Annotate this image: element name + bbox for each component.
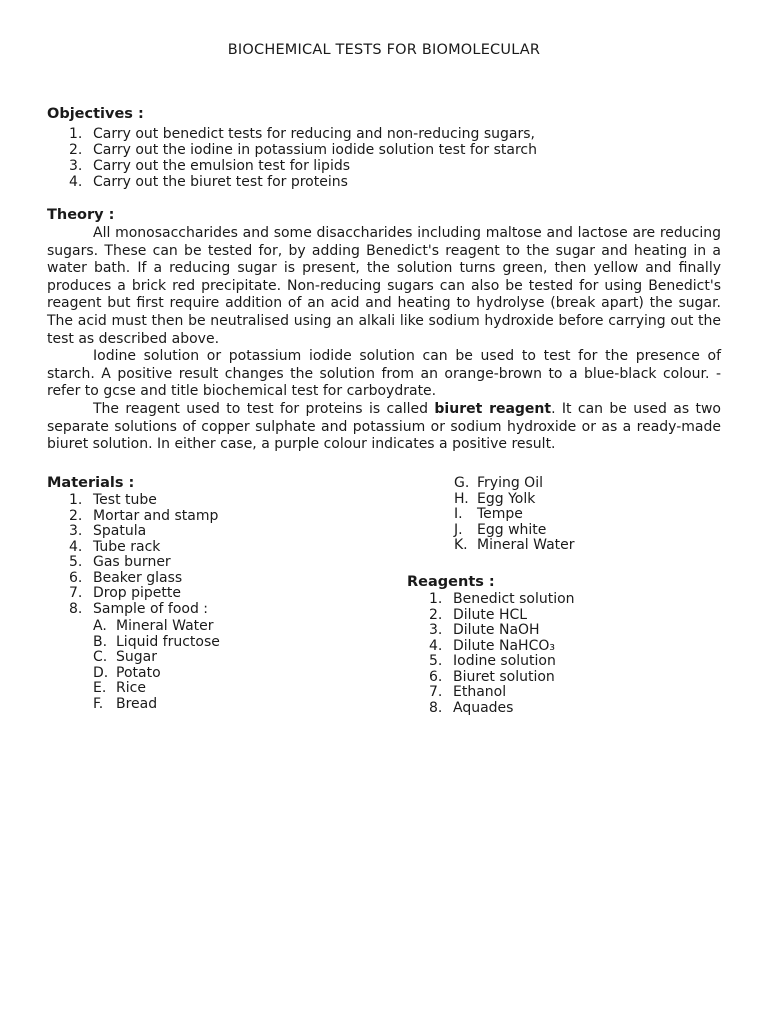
food-sample-list	[93, 619, 220, 712]
objective-item: 3. Carry out the emulsion test for lipids	[69, 158, 351, 174]
food-sample-item: B. Liquid fructose	[93, 633, 220, 650]
reagents-heading: Reagents :	[407, 574, 495, 590]
theory-paragraph-proteins: The reagent used to test for proteins is called biuret reagent. It can be used as two separate solutions of copper sulphate and potassium or sodium hydroxide or as a ready-made biuret solution. In either case, a purple colour indicates a positive result.	[47, 400, 721, 453]
page-title: BIOCHEMICAL TESTS FOR BIOMOLECULAR	[227, 42, 541, 58]
food-sample-item: G. Frying Oil	[454, 475, 543, 491]
food-sample-item: J. Egg white	[454, 521, 547, 538]
food-sample-item: E. Rice	[93, 680, 146, 696]
material-item: 2. Mortar and stamp	[69, 507, 219, 524]
food-sample-item: K. Mineral Water	[454, 537, 575, 553]
reagent-item: 8. Aquades	[429, 699, 514, 716]
objectives-list	[47, 126, 537, 190]
objective-item: 2. Carry out the iodine in potassium iodide solution test for starch	[69, 142, 537, 158]
food-sample-item: F. Bread	[93, 695, 158, 712]
material-item: 4. Tube rack	[69, 538, 161, 555]
reagent-item: 4. Dilute NaHCO₃	[429, 637, 555, 654]
reagent-item: 3. Dilute NaOH	[429, 622, 540, 638]
material-item: 6. Beaker glass	[69, 569, 183, 586]
objective-item: 4. Carry out the biuret test for proteins	[69, 174, 348, 190]
theory-paragraph-reducing-sugars: All monosaccharides and some disaccharides including maltose and lactose are reducing sugars. These can be tested for, by adding Benedict's reagent to the sugar and heating in a water bath. If a reducing sugar is present, the solution turns green, then yellow and finally produces a brick red precipitate. Non-reducing sugars can also be tested for using Benedict's reagent but first require addition of an acid and heating to hydrolyse (break apart) the sugar. The acid must then be neutralised using an alkali like sodium hydroxide before carrying out the test as described above.	[47, 225, 721, 347]
reagents-list	[407, 592, 575, 716]
food-sample-item: C. Sugar	[93, 649, 157, 665]
materials-heading: Materials :	[47, 475, 135, 491]
food-sample-list-continued	[454, 476, 575, 554]
materials-list	[47, 493, 218, 617]
objective-item: 1. Carry out benedict tests for reducing and non-reducing sugars,	[69, 126, 535, 142]
reagent-item: 6. Biuret solution	[429, 668, 555, 685]
theory-paragraph-starch: Iodine solution or potassium iodide solution can be used to test for the presence of starch. A positive result changes the solution from an orange-brown to a blue-black colour. - refer to gcse and title biochemical test for carboydrate.	[47, 348, 721, 400]
food-sample-item: H. Egg Yolk	[454, 490, 536, 507]
reagent-item: 1. Benedict solution	[429, 591, 575, 607]
theory-body	[47, 225, 721, 454]
reagent-item: 2. Dilute HCL	[429, 606, 528, 623]
material-item: 1. Test tube	[69, 492, 157, 508]
material-item: 8. Sample of food :	[69, 600, 209, 617]
objectives-heading: Objectives :	[47, 106, 144, 122]
food-sample-item: D. Potato	[93, 664, 161, 681]
material-item: 7. Drop pipette	[69, 585, 181, 601]
reagent-item: 7. Ethanol	[429, 684, 507, 700]
food-sample-item: I. Tempe	[454, 506, 523, 522]
food-sample-item: A. Mineral Water	[93, 618, 214, 634]
material-item: 3. Spatula	[69, 523, 147, 539]
reagent-item: 5. Iodine solution	[429, 653, 556, 669]
theory-heading: Theory :	[47, 207, 115, 223]
biuret-reagent-term: biuret reagent	[434, 400, 552, 417]
material-item: 5. Gas burner	[69, 554, 171, 570]
